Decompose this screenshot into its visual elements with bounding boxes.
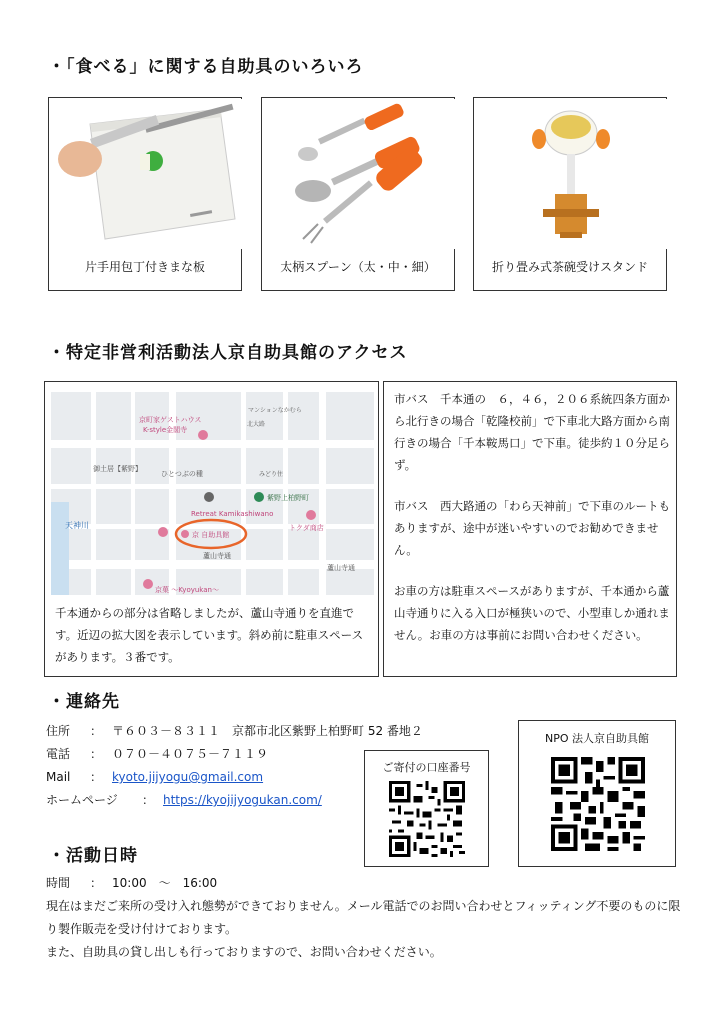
product-card-spoons [261,97,455,291]
hours-note-reception: 現在はまだご来所の受け入れ態勢ができておりません。メール電話でのお問い合わせとフィッティング不要のものに限り製作販売を受け付けております。 [46,899,681,936]
donation-qr-code[interactable] [389,781,465,857]
map-label-hotel: K-style金閣寺 [143,426,188,434]
map-label-street2: 蘆山寺通 [327,564,355,572]
map-label-kitaoji: 北大路 [247,421,266,428]
map-label-mansion: マンションなかむら [248,407,302,414]
hours-note-rental: また、自助具の貸し出しも行っておりますので、お問い合わせください。 [46,945,442,959]
map-label-street: 蘆山寺通 [203,552,231,560]
phone-colon: ： [90,747,103,761]
map-label-tenjin: 天神川 [65,521,89,530]
bowl-stand-image [475,99,667,249]
map-label-garden: 御土居【紫野】 [93,465,142,473]
map-marker-hotel [198,430,208,440]
map-label-hitotsubu: ひとつぶの種 [161,470,203,478]
access-section-heading: ・特定非営利活動法人京自助具館のアクセス [48,343,408,363]
npo-title: NPO 法人京自助具館 [544,732,650,745]
product-card-cutting-board [48,97,242,291]
map-label-retreat: Retreat Kamikashiwano [191,510,274,518]
donation-title: ご寄付の口座番号 [382,761,471,774]
map-label-target: 京 自助具館 [192,531,230,539]
mail-label: Mail [46,770,71,784]
directions-car: お車の方は駐車スペースがありますが、千本通から蘆山寺通りに入る入口が極狭いので、小型車しか通れません。お車の方は事前にお問い合わせください。 [394,584,670,642]
mail-colon: ： [90,770,103,784]
map-label-bank: トクダ商店 [289,524,324,532]
map-panel [44,381,379,677]
map-marker-target [181,530,189,538]
map-label-guesthouse: 京町家ゲストハウス [139,416,202,424]
npo-qr-code[interactable] [551,757,645,851]
npo-qr-card [518,720,676,867]
donation-qr-card [364,750,489,867]
mail-link[interactable]: kyoto.jijyogu@gmail.com [112,770,264,784]
web-label: ホームページ [46,793,118,807]
time-colon: ： [90,876,103,890]
directions-panel [383,381,677,677]
phone-value: ０７０－４０７５－７１１９ [112,747,269,761]
phone-label: 電話 [46,747,71,761]
map-label-kyoyukan: 京菓 ～Kyoyukan～ [155,586,219,594]
time-value: 10:00 ～ 16:00 [112,876,218,890]
product-caption-cutting-board: 片手用包丁付きまな板 [84,260,205,274]
product-card-bowl-stand [473,97,667,291]
map-label-midori: みどり住 [259,471,284,478]
web-colon: ： [142,793,155,807]
web-link[interactable]: https://kyojijyogukan.com/ [163,793,322,807]
map-note: 千本通からの部分は省略しましたが、蘆山寺通りを直進です。近辺の拡大図を表示しています。斜め前に駐車スペースがあります。３番です。 [55,606,364,664]
eat-section-heading: ・「食べる」に関する自助具のいろいろ [48,57,364,77]
product-caption-spoons: 太柄スプーン（太・中・細） [280,260,436,274]
directions-bus-senbon: 市バス 千本通の ６，４６，２０６系統四条方面から北行きの場合「乾隆校前」で下車北大路方面から南行きの場合「千本鞍馬口」で下車。徒歩約１０分足らず。 [394,392,670,472]
product-caption-bowl-stand: 折り畳み式茶碗受けスタンド [491,260,648,274]
address-colon: ： [90,724,103,738]
time-label: 時間 [46,876,71,890]
directions-bus-nishioji: 市バス 西大路通の「わら天神前」で下車のルートもありますが、途中が迷いやすいのでお勧めできません。 [394,499,670,557]
contact-section-heading: ・連絡先 [48,692,120,712]
cutting-board-image [50,99,242,249]
hours-section-heading: ・活動日時 [48,846,138,866]
map-label-shop: 紫野上柏野町 [267,494,309,502]
address-label: 住所 [46,724,71,738]
address-value: 〒６０３－８３１１ 京都市北区紫野上柏野町 52 番地２ [112,724,423,738]
spoons-image [263,99,455,249]
access-map[interactable] [51,392,374,595]
